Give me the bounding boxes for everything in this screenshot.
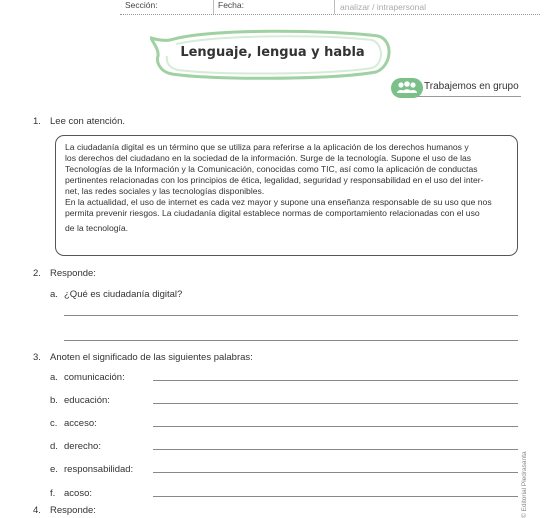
- vocab-word: responsabilidad:: [64, 464, 134, 475]
- vocab-letter: d.: [50, 441, 58, 452]
- reading-line: pertinentes relacionadas con los principios de ética, legalidad, seguridad y responsabilidad en el uso del inter-: [65, 175, 484, 185]
- question-text: Anoten el significado de las siguientes palabras:: [50, 352, 253, 363]
- question-2: [0, 268, 550, 280]
- group-work-label: Trabajemos en grupo: [424, 81, 519, 92]
- question-1: [0, 116, 550, 128]
- page-title: Lenguaje, lengua y habla: [180, 45, 365, 60]
- question-number: 2.: [33, 268, 41, 279]
- question-text: Responde:: [50, 505, 96, 516]
- vocab-word: educación:: [64, 395, 110, 406]
- header-rule: [120, 14, 540, 15]
- title-banner: [150, 26, 395, 88]
- reading-line: permita prevenir riesgos. La ciudadanía digital establece normas de comportamiento relacionadas con el uso: [65, 208, 480, 218]
- header-divider: [334, 0, 335, 14]
- reading-line: La ciudadanía digital es un término que se utiliza para referirse a la aplicación de los derechos humanos y: [65, 142, 469, 152]
- vocab-answer-line[interactable]: [153, 426, 518, 427]
- answer-line[interactable]: [64, 315, 518, 316]
- vocab-answer-line[interactable]: [153, 496, 518, 497]
- question-3: [0, 352, 550, 364]
- vocab-word: acoso:: [64, 488, 92, 499]
- vocab-answer-line[interactable]: [153, 449, 518, 450]
- publisher-credit: [521, 444, 533, 518]
- publisher-credit-text: © Editorial Piedrasanta: [521, 451, 528, 518]
- group-people-icon: [391, 78, 423, 98]
- sub-question-letter: a.: [50, 289, 58, 300]
- vocab-word: derecho:: [64, 441, 101, 452]
- reading-line: Tecnologías de la Información y la Comunicación, conocidas como TIC, así como la aplicación de conductas: [65, 164, 478, 174]
- vocab-answer-line[interactable]: [153, 403, 518, 404]
- vocab-word: acceso:: [64, 418, 97, 429]
- question-number: 1.: [33, 116, 41, 127]
- vocab-answer-line[interactable]: [153, 380, 518, 381]
- vocab-letter: a.: [50, 372, 58, 383]
- question-text: Responde:: [50, 268, 96, 279]
- vocab-answer-line[interactable]: [153, 472, 518, 473]
- sub-question-text: ¿Qué es ciudadanía digital?: [64, 289, 183, 300]
- question-number: 3.: [33, 352, 41, 363]
- vocab-letter: f.: [50, 488, 56, 499]
- header-divider: [213, 0, 214, 14]
- vocab-word: comunicación:: [64, 372, 125, 383]
- reading-line: En la actualidad, el uso de internet es cada vez mayor y supone una enseñanza responsable de su uso que nos: [65, 197, 492, 207]
- vocab-letter: c.: [50, 418, 58, 429]
- date-label: Fecha:: [218, 0, 244, 10]
- answer-line[interactable]: [64, 340, 518, 341]
- competence-text: analizar / intrapersonal: [340, 2, 426, 12]
- reading-line: de la tecnología.: [65, 223, 129, 233]
- section-label: Sección:: [125, 0, 158, 10]
- group-work-badge: [391, 78, 521, 98]
- group-work-underline: [417, 96, 521, 97]
- question-number: 4.: [33, 505, 41, 516]
- question-4: [0, 505, 550, 517]
- vocab-letter: e.: [50, 464, 58, 475]
- question-text: Lee con atención.: [50, 116, 126, 127]
- reading-line: los derechos del ciudadano en la sociedad de la información. Surge de la tecnología. Supone el uso de las: [65, 153, 472, 163]
- reading-line: net, las redes sociales y las tecnologías disponibles.: [65, 186, 265, 196]
- vocab-letter: b.: [50, 395, 58, 406]
